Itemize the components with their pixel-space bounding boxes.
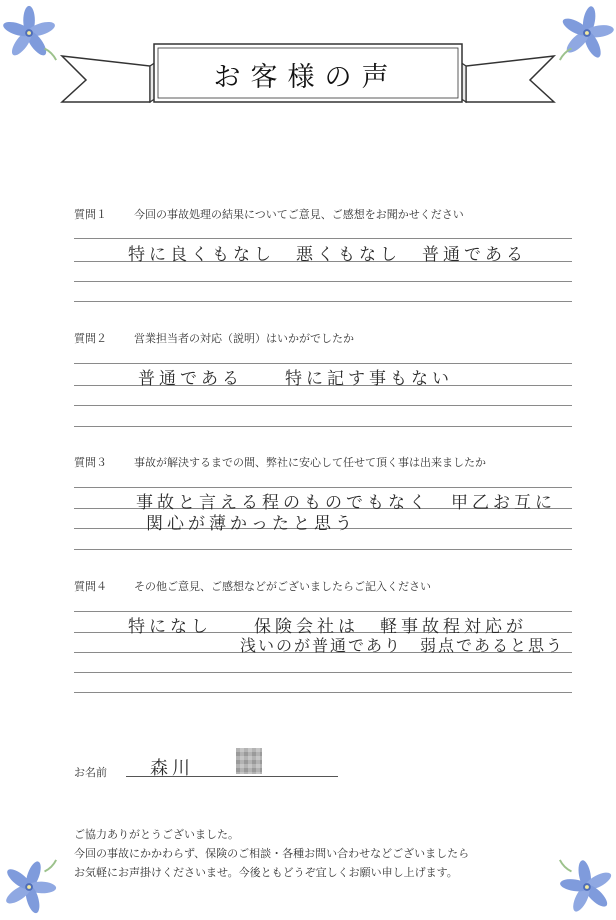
answer-rule bbox=[74, 301, 572, 302]
name-label: お名前 bbox=[74, 766, 107, 779]
flower-icon bbox=[556, 4, 614, 62]
flower-icon bbox=[2, 4, 60, 62]
answer-rule bbox=[74, 426, 572, 427]
footer-line: お気軽にお声掛けくださいませ。今後ともどうぞ宜しくお願い申し上げます。 bbox=[74, 866, 458, 879]
answer-rule bbox=[74, 672, 572, 673]
handwritten-answer: 普通である 特に記す事もない bbox=[138, 369, 453, 389]
question-text: その他ご意見、ご感想などがございましたらご記入ください bbox=[134, 580, 431, 593]
handwritten-answer: 関心が薄かったと思う bbox=[146, 514, 356, 534]
footer-line: ご協力ありがとうございました。 bbox=[74, 828, 239, 841]
redacted-mosaic bbox=[236, 748, 262, 774]
question-label: 質問３ bbox=[74, 456, 107, 469]
answer-rule bbox=[74, 238, 572, 239]
flower-icon bbox=[2, 858, 60, 916]
question-text: 営業担当者の対応（説明）はいかがでしたか bbox=[134, 332, 354, 345]
question-label: 質問４ bbox=[74, 580, 107, 593]
answer-rule bbox=[74, 549, 572, 550]
answer-rule bbox=[74, 692, 572, 693]
handwritten-answer: 浅いのが普通であり 弱点であると思う bbox=[240, 636, 565, 655]
handwritten-answer: 特に良くもなし 悪くもなし 普通である bbox=[128, 245, 527, 265]
answer-rule bbox=[74, 405, 572, 406]
question-text: 事故が解決するまでの間、弊社に安心して任せて頂く事は出来ましたか bbox=[134, 456, 486, 469]
handwritten-name: 森川 bbox=[150, 758, 194, 779]
question-label: 質問１ bbox=[74, 208, 107, 221]
footer-line: 今回の事故にかかわらず、保険のご相談・各種お問い合わせなどございましたら bbox=[74, 847, 470, 860]
question-label: 質問２ bbox=[74, 332, 107, 345]
answer-rule bbox=[74, 281, 572, 282]
page-title: お客様の声 bbox=[213, 61, 399, 93]
flower-icon bbox=[556, 858, 614, 916]
handwritten-answer: 事故と言える程のものでもなく 甲乙お互に bbox=[136, 493, 556, 513]
handwritten-answer: 特になし 保険会社は 軽事故程対応が bbox=[128, 617, 527, 637]
question-text: 今回の事故処理の結果についてご意見、ご感想をお聞かせください bbox=[134, 208, 464, 221]
